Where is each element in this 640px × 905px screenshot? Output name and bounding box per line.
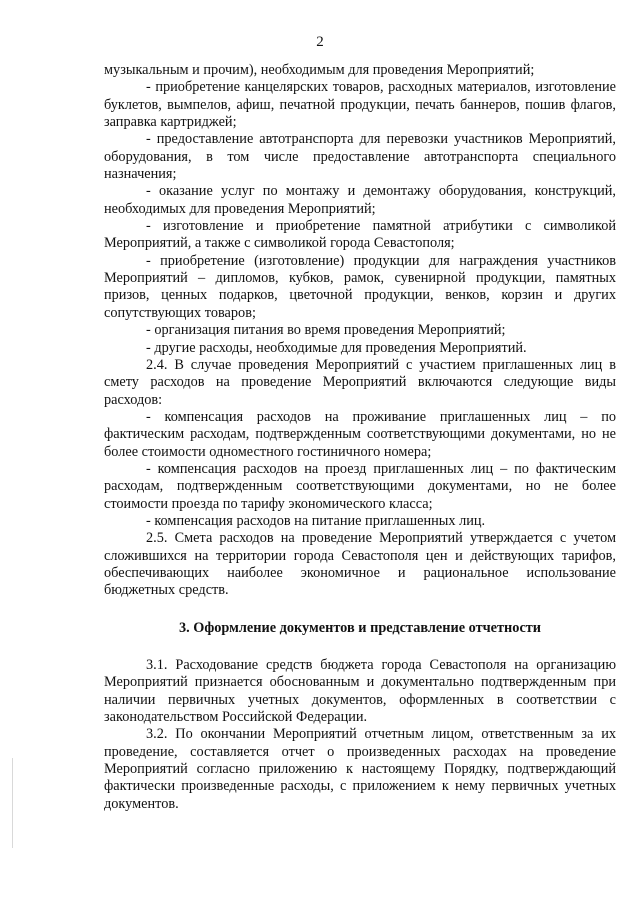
list-item-awards: - приобретение (изготовление) продукции для награждения участников Мероприятий – дипломов, кубков, рамок, сувенирной продукции, памятных призов, ценных подарков, цветочной продукции, венков, корзин и других сопутствующих товаров;: [104, 252, 616, 321]
list-item-accommodation: - компенсация расходов на проживание приглашенных лиц – по фактическим расходам, подтвержденным соответствующими документами, но не более стоимости одноместного гостиничного номера;: [104, 408, 616, 460]
document-body: [104, 62, 616, 813]
list-item-transport: - предоставление автотранспорта для перевозки участников Мероприятий, оборудования, в том числе предоставление автотранспорта специального назначения;: [104, 131, 616, 183]
section-3-heading: 3. Оформление документов и представление отчетности: [178, 619, 542, 636]
list-item-attributes: - изготовление и приобретение памятной атрибутики с символикой Мероприятий, а также с символикой города Севастополя;: [104, 218, 616, 252]
list-item-installation: - оказание услуг по монтажу и демонтажу оборудования, конструкций, необходимых для проведения Мероприятий;: [104, 183, 616, 217]
page-number: 2: [316, 34, 324, 50]
list-item-office-supplies: - приобретение канцелярских товаров, расходных материалов, изготовление буклетов, вымпелов, афиш, печатной продукции, печать баннеров, пошив флагов, заправка картриджей;: [104, 79, 616, 131]
list-item-travel: - компенсация расходов на проезд приглашенных лиц – по фактическим расходам, подтвержденным соответствующими документами, но не более стоимости проезда по тарифу экономического класса;: [104, 460, 616, 512]
clause-3-1: 3.1. Расходование средств бюджета города Севастополя на организацию Мероприятий признается обоснованным и документально подтвержденным при наличии первичных учетных документов, оформленных в соответствии с законодательством Российской Федерации.: [104, 657, 616, 726]
clause-2-4: 2.4. В случае проведения Мероприятий с участием приглашенных лиц в смету расходов на проведение Мероприятий включаются следующие виды расходов:: [104, 356, 616, 408]
scan-edge-mark: [12, 758, 13, 848]
clause-3-2: 3.2. По окончании Мероприятий отчетным лицом, ответственным за их проведение, составляется отчет о произведенных расходах на проведение Мероприятий согласно приложению к настоящему Порядку, подтверждающий фактически произведенные расходы, с приложением к нему первичных учетных документов.: [104, 726, 616, 812]
list-item-other-expenses: - другие расходы, необходимые для проведения Мероприятий.: [146, 339, 527, 356]
paragraph-continuation: музыкальным и прочим), необходимым для проведения Мероприятий;: [104, 62, 535, 78]
clause-2-5: 2.5. Смета расходов на проведение Мероприятий утверждается с учетом сложившихся на территории города Севастополя цен и действующих тарифов, обеспечивающих наиболее экономичное и рациональное использование бюджетных средств.: [104, 530, 616, 599]
list-item-catering: - организация питания во время проведения Мероприятий;: [146, 322, 506, 339]
list-item-meals: - компенсация расходов на питание приглашенных лиц.: [146, 512, 486, 529]
